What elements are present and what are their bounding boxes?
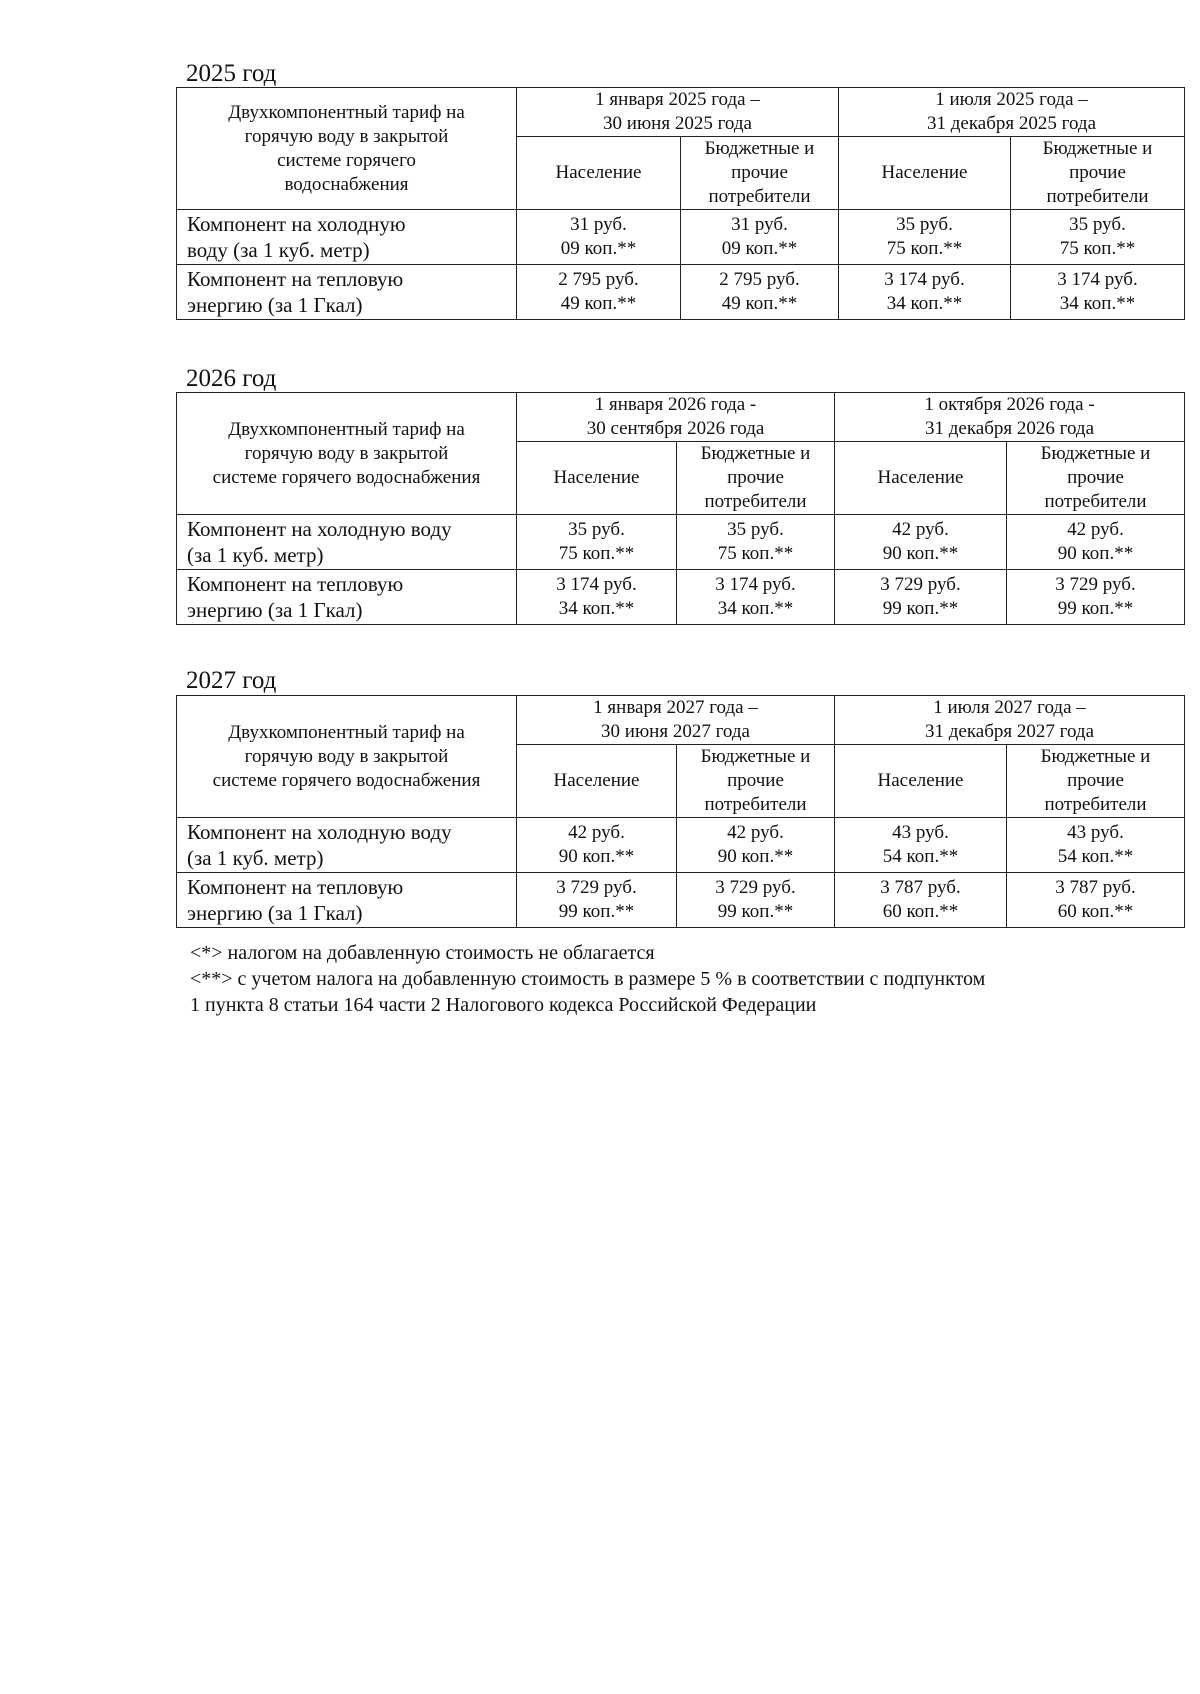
footnote-vat-exempt: <*> налогом на добавленную стоимость не облагается — [190, 942, 655, 964]
value-cell: 35 руб. 75 коп.** — [677, 515, 835, 570]
row-label: Компонент на тепловую энергию (за 1 Гкал) — [177, 570, 517, 625]
group-budget-other: Бюджетные и прочие потребители — [677, 745, 835, 818]
value-cell: 2 795 руб. 49 коп.** — [681, 265, 839, 320]
value-cell: 3 729 руб. 99 коп.** — [677, 873, 835, 928]
group-population: Население — [517, 137, 681, 210]
year-title-2027: 2027 год — [186, 667, 277, 694]
value-cell: 42 руб. 90 коп.** — [677, 818, 835, 873]
row-label: Компонент на холодную воду (за 1 куб. метр) — [177, 210, 517, 265]
value-cell: 31 руб. 09 коп.** — [681, 210, 839, 265]
header-label-cell: Двухкомпонентный тариф на горячую воду в закрытой системе горячего водоснабжения — [177, 393, 517, 515]
group-budget-other: Бюджетные и прочие потребители — [1011, 137, 1185, 210]
value-cell: 35 руб. 75 коп.** — [839, 210, 1011, 265]
footnote-vat-included: <**> с учетом налога на добавленную стоимость в размере 5 % в соответствии с подпунктом — [190, 968, 986, 990]
period-header-1: 1 января 2025 года – 30 июня 2025 года — [517, 88, 839, 137]
tariff-table-2027 — [176, 695, 1185, 928]
year-title-2025: 2025 год — [186, 60, 277, 87]
row-label: Компонент на тепловую энергию (за 1 Гкал) — [177, 873, 517, 928]
table-row — [177, 265, 1185, 320]
value-cell: 31 руб. 09 коп.** — [517, 210, 681, 265]
footnote-vat-included-cont: 1 пункта 8 статьи 164 части 2 Налогового кодекса Российской Федерации — [190, 994, 817, 1016]
value-cell: 43 руб. 54 коп.** — [835, 818, 1007, 873]
group-budget-other: Бюджетные и прочие потребители — [677, 442, 835, 515]
table-row — [177, 515, 1185, 570]
group-population: Население — [835, 442, 1007, 515]
value-cell: 3 729 руб. 99 коп.** — [517, 873, 677, 928]
value-cell: 43 руб. 54 коп.** — [1007, 818, 1185, 873]
year-title-2026: 2026 год — [186, 365, 277, 392]
table-row — [177, 570, 1185, 625]
row-label: Компонент на тепловую энергию (за 1 Гкал) — [177, 265, 517, 320]
value-cell: 35 руб. 75 коп.** — [517, 515, 677, 570]
value-cell: 42 руб. 90 коп.** — [835, 515, 1007, 570]
tariff-table-2026 — [176, 392, 1185, 625]
table-row — [177, 873, 1185, 928]
value-cell: 3 787 руб. 60 коп.** — [835, 873, 1007, 928]
tariff-table-2025 — [176, 87, 1185, 320]
period-header-1: 1 января 2026 года - 30 сентября 2026 года — [517, 393, 835, 442]
period-header-2: 1 июля 2027 года – 31 декабря 2027 года — [835, 696, 1185, 745]
group-budget-other: Бюджетные и прочие потребители — [681, 137, 839, 210]
footnotes — [190, 940, 1150, 1018]
value-cell: 3 174 руб. 34 коп.** — [517, 570, 677, 625]
table-row — [177, 210, 1185, 265]
value-cell: 3 174 руб. 34 коп.** — [1011, 265, 1185, 320]
row-label: Компонент на холодную воду (за 1 куб. метр) — [177, 515, 517, 570]
value-cell: 3 174 руб. 34 коп.** — [839, 265, 1011, 320]
group-population: Население — [839, 137, 1011, 210]
value-cell: 3 174 руб. 34 коп.** — [677, 570, 835, 625]
header-label-cell: Двухкомпонентный тариф на горячую воду в закрытой системе горячего водоснабжения — [177, 88, 517, 210]
period-header-1: 1 января 2027 года – 30 июня 2027 года — [517, 696, 835, 745]
row-label: Компонент на холодную воду (за 1 куб. метр) — [177, 818, 517, 873]
value-cell: 2 795 руб. 49 коп.** — [517, 265, 681, 320]
period-header-2: 1 октября 2026 года - 31 декабря 2026 года — [835, 393, 1185, 442]
group-population: Население — [835, 745, 1007, 818]
period-header-2: 1 июля 2025 года – 31 декабря 2025 года — [839, 88, 1185, 137]
group-population: Население — [517, 745, 677, 818]
value-cell: 3 729 руб. 99 коп.** — [835, 570, 1007, 625]
value-cell: 42 руб. 90 коп.** — [517, 818, 677, 873]
value-cell: 35 руб. 75 коп.** — [1011, 210, 1185, 265]
value-cell: 42 руб. 90 коп.** — [1007, 515, 1185, 570]
group-budget-other: Бюджетные и прочие потребители — [1007, 442, 1185, 515]
header-label-cell: Двухкомпонентный тариф на горячую воду в закрытой системе горячего водоснабжения — [177, 696, 517, 818]
table-row — [177, 818, 1185, 873]
group-population: Население — [517, 442, 677, 515]
group-budget-other: Бюджетные и прочие потребители — [1007, 745, 1185, 818]
value-cell: 3 787 руб. 60 коп.** — [1007, 873, 1185, 928]
value-cell: 3 729 руб. 99 коп.** — [1007, 570, 1185, 625]
